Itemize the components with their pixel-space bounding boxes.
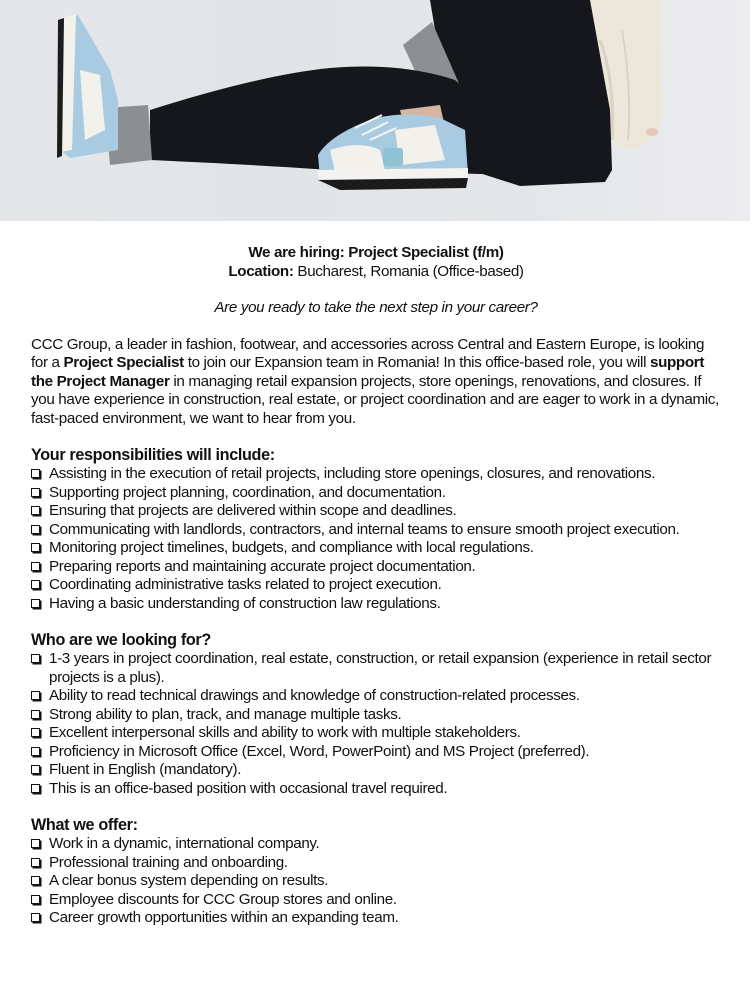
list-item-text: A clear bonus system depending on results. [49, 872, 329, 889]
intro-text: in managing retail expansion projects, store openings, renovations, and closures. If you have experience in construction, real estate, or project coordination and are eager to work in a dynamic, fast-paced environment, we want to hear from you. [31, 372, 719, 427]
list-item [31, 484, 721, 503]
list-item [31, 539, 721, 558]
checkbox-square-icon [31, 710, 40, 719]
checkbox-square-icon [31, 599, 40, 608]
responsibilities-section [31, 446, 721, 613]
list-item [31, 909, 721, 928]
list-item [31, 724, 721, 743]
list-item-text: Ensuring that projects are delivered within scope and deadlines. [49, 502, 457, 519]
list-item-text: Proficiency in Microsoft Office (Excel, Word, PowerPoint) and MS Project (preferred). [49, 742, 590, 760]
checkbox-square-icon [31, 488, 40, 497]
checkbox-square-icon [31, 747, 40, 756]
list-item [31, 687, 721, 706]
checkbox-square-icon [31, 506, 40, 515]
list-item [31, 521, 721, 540]
checkbox-square-icon [31, 839, 40, 848]
checkbox-square-icon [31, 691, 40, 700]
section-heading: What we offer: [31, 816, 138, 834]
list-item-text: Supporting project planning, coordination, and documentation. [49, 483, 446, 501]
list-item [31, 891, 721, 910]
intro-text: to join our Expansion team in Romania! In this office-based role, you will [183, 354, 650, 371]
intro-paragraph [31, 336, 721, 429]
checkbox-square-icon [31, 562, 40, 571]
posting-header [31, 244, 721, 281]
list-item [31, 465, 721, 484]
list-item-text: Strong ability to plan, track, and manage multiple tasks. [49, 705, 402, 723]
list-item-text: 1-3 years in project coordination, real estate, construction, or retail expansion (experience in retail sector projects is a plus). [49, 650, 712, 686]
list-item [31, 650, 721, 687]
intro-highlight-support: support the Project Manager [31, 354, 705, 390]
location-value: Bucharest, Romania (Office-based) [293, 262, 524, 280]
list-item-text: Preparing reports and maintaining accurate project documentation. [49, 557, 476, 575]
checkbox-square-icon [31, 784, 40, 793]
list-item [31, 502, 721, 521]
list-item [31, 743, 721, 762]
checkbox-square-icon [31, 876, 40, 885]
checkbox-square-icon [31, 525, 40, 534]
list-item [31, 872, 721, 891]
list-item-text: Monitoring project timelines, budgets, and compliance with local regulations. [49, 539, 534, 556]
location-label: Location: [228, 262, 294, 280]
benefits-list [31, 835, 721, 928]
list-item-text: Excellent interpersonal skills and ability to work with multiple stakeholders. [49, 724, 521, 741]
checkbox-square-icon [31, 654, 40, 663]
list-item-text: Assisting in the execution of retail projects, including store openings, closures, and renovations. [49, 465, 656, 482]
list-item-text: This is an office-based position with occasional travel required. [49, 779, 448, 797]
list-item-text: Employee discounts for CCC Group stores and online. [49, 890, 397, 908]
list-item [31, 706, 721, 725]
requirements-list [31, 650, 721, 798]
list-item [31, 558, 721, 577]
list-item-text: Fluent in English (mandatory). [49, 761, 242, 778]
list-item [31, 780, 721, 799]
checkbox-square-icon [31, 765, 40, 774]
list-item-text: Professional training and onboarding. [49, 853, 288, 871]
location-line [31, 263, 721, 282]
checkbox-square-icon [31, 728, 40, 737]
checkbox-square-icon [31, 469, 40, 478]
list-item-text: Career growth opportunities within an expanding team. [49, 909, 399, 926]
list-item-text: Work in a dynamic, international company. [49, 835, 320, 852]
checkbox-square-icon [31, 580, 40, 589]
responsibilities-list [31, 465, 721, 613]
job-title: We are hiring: Project Specialist (f/m) [248, 244, 504, 261]
list-item-text: Having a basic understanding of construction law regulations. [49, 594, 441, 612]
checkbox-square-icon [31, 858, 40, 867]
checkbox-square-icon [31, 543, 40, 552]
list-item-text: Coordinating administrative tasks related to project execution. [49, 576, 442, 593]
list-item [31, 595, 721, 614]
sneaker-photo-illustration [0, 0, 750, 221]
checkbox-square-icon [31, 913, 40, 922]
list-item-text: Ability to read technical drawings and knowledge of construction-related processes. [49, 687, 580, 704]
intro-highlight-role: Project Specialist [63, 354, 184, 371]
hero-photo [0, 0, 750, 221]
requirements-section [31, 631, 721, 798]
benefits-section [31, 816, 721, 928]
checkbox-square-icon [31, 895, 40, 904]
list-item [31, 761, 721, 780]
tagline: Are you ready to take the next step in your career? [214, 299, 538, 316]
intro-text: CCC Group, a leader in fashion, footwear, and accessories across Central and Eastern Europe, is looking for a [31, 335, 705, 371]
list-item-text: Communicating with landlords, contractors, and internal teams to ensure smooth project execution. [49, 520, 680, 538]
section-heading: Your responsibilities will include: [31, 446, 275, 464]
section-heading: Who are we looking for? [31, 631, 211, 649]
job-posting [31, 244, 721, 928]
list-item [31, 835, 721, 854]
list-item [31, 576, 721, 595]
list-item [31, 854, 721, 873]
